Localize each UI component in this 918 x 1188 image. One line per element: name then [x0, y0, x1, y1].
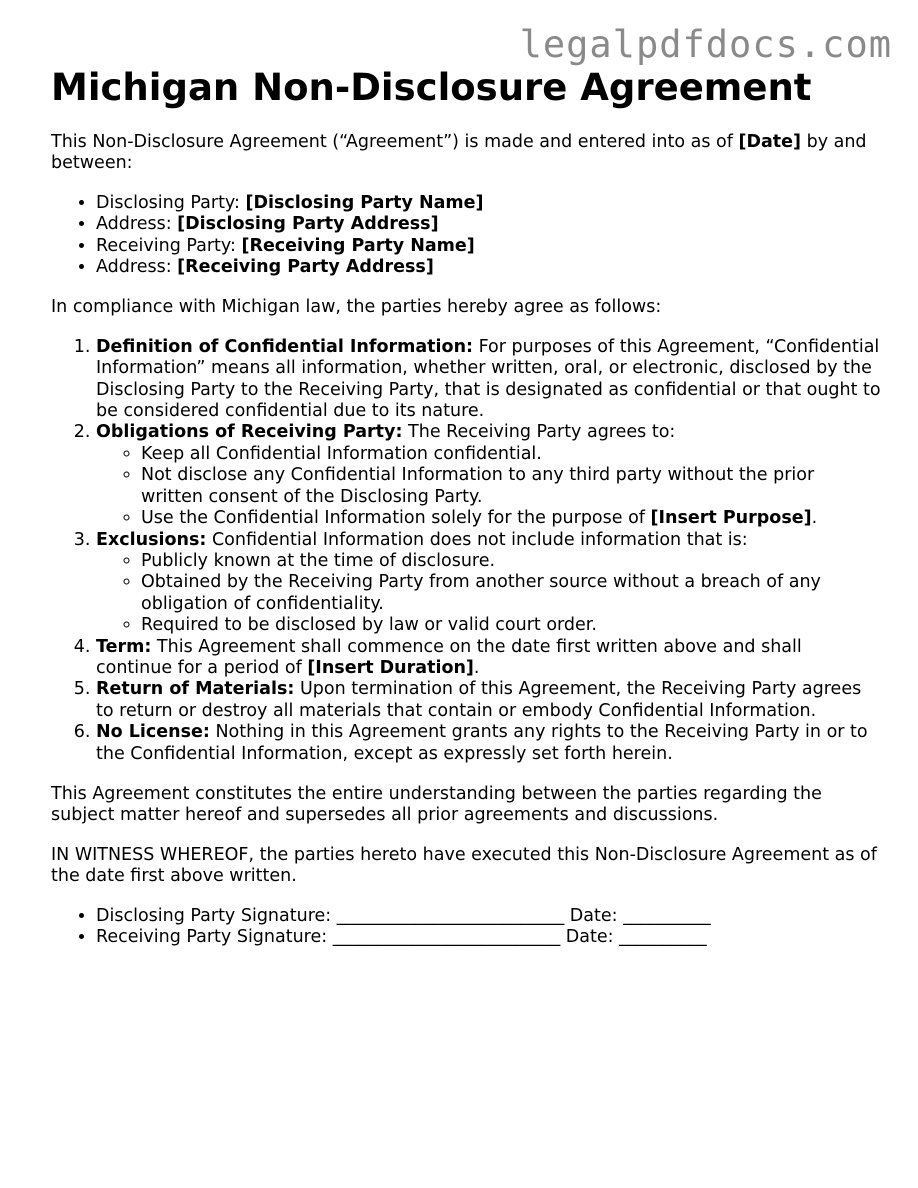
document-title: Michigan Non-Disclosure Agreement [51, 66, 812, 109]
list-item: ◦ Obtained by the Receiving Party from another source without a breach of any obligation of confidentiality. [141, 572, 881, 615]
date-placeholder: [Date] [738, 132, 802, 152]
list-item: ◦ Required to be disclosed by law or valid court order. [141, 615, 881, 636]
list-item: ◦ Keep all Confidential Information confidential. [141, 444, 881, 465]
list-item: ◦ Publicly known at the time of disclosure. [141, 551, 881, 572]
party-item: • Receiving Party: [Receiving Party Name] [96, 236, 881, 257]
term-return-of-materials: 5. Return of Materials: Upon termination of this Agreement, the Receiving Party agrees to return or destroy all materials that contain or embody Confidential Information. [96, 679, 881, 722]
duration-placeholder: [Insert Duration] [307, 657, 474, 678]
terms-list [51, 337, 881, 765]
party-item: • Address: [Disclosing Party Address] [96, 214, 881, 235]
term-no-license: 6. No License: Nothing in this Agreement grants any rights to the Receiving Party in or to the Confidential Information, except as expressly set forth herein. [96, 722, 881, 765]
entire-agreement-paragraph: This Agreement constitutes the entire understanding between the parties regarding the subject matter hereof and supersedes all prior agreements and discussions. [51, 783, 822, 826]
purpose-placeholder: [Insert Purpose] [650, 508, 812, 529]
witness-paragraph: IN WITNESS WHEREOF, the parties hereto have executed this Non-Disclosure Agreement as of the date first above written. [51, 844, 877, 887]
compliance-paragraph: In compliance with Michigan law, the parties hereby agree as follows: [51, 297, 662, 318]
parties-list [51, 193, 881, 279]
term-duration: 4. Term: This Agreement shall commence on the date first written above and shall continue for a period of [Insert Duration]. [96, 637, 881, 680]
signature-line-receiving: • Receiving Party Signature: __________________________ Date: __________ [96, 927, 881, 948]
list-item: ◦ Not disclose any Confidential Information to any third party without the prior written consent of the Disclosing Party. [141, 465, 881, 508]
intro-paragraph: This Non-Disclosure Agreement (“Agreement”) is made and entered into as of [Date] by and between: [51, 132, 867, 174]
signature-line-disclosing: • Disclosing Party Signature: __________________________ Date: __________ [96, 906, 881, 927]
term-exclusions: 3. Exclusions: Confidential Information does not include information that is: ◦ Publicly known at the time of disclosure. ◦ Obtained by the Receiving Party from another source without a breach of any obligation of confidentiality. ◦ Required to be disclosed by law or valid court order. [96, 530, 881, 637]
exclusions-sublist [96, 551, 881, 637]
signatures-list [51, 906, 881, 949]
party-item: • Address: [Receiving Party Address] [96, 257, 881, 278]
obligations-sublist [96, 444, 881, 530]
party-item: • Disclosing Party: [Disclosing Party Name] [96, 193, 881, 214]
watermark: legalpdfdocs.com [519, 23, 892, 66]
term-obligations: 2. Obligations of Receiving Party: The Receiving Party agrees to: ◦ Keep all Confidential Information confidential. ◦ Not disclose any Confidential Information to any third party without the prior written consent of the Disclosing Party. ◦ Use the Confidential Information solely for the purpose of [Insert Purpose]. [96, 422, 881, 529]
list-item: ◦ Use the Confidential Information solely for the purpose of [Insert Purpose]. [141, 508, 881, 529]
term-definition: 1. Definition of Confidential Information: For purposes of this Agreement, “Confidential Information” means all information, whether written, oral, or electronic, disclosed by the Disclosing Party to the Receiving Party, that is designated as confidential or that ought to be considered confidential due to its nature. [96, 337, 881, 423]
document [51, 66, 881, 948]
